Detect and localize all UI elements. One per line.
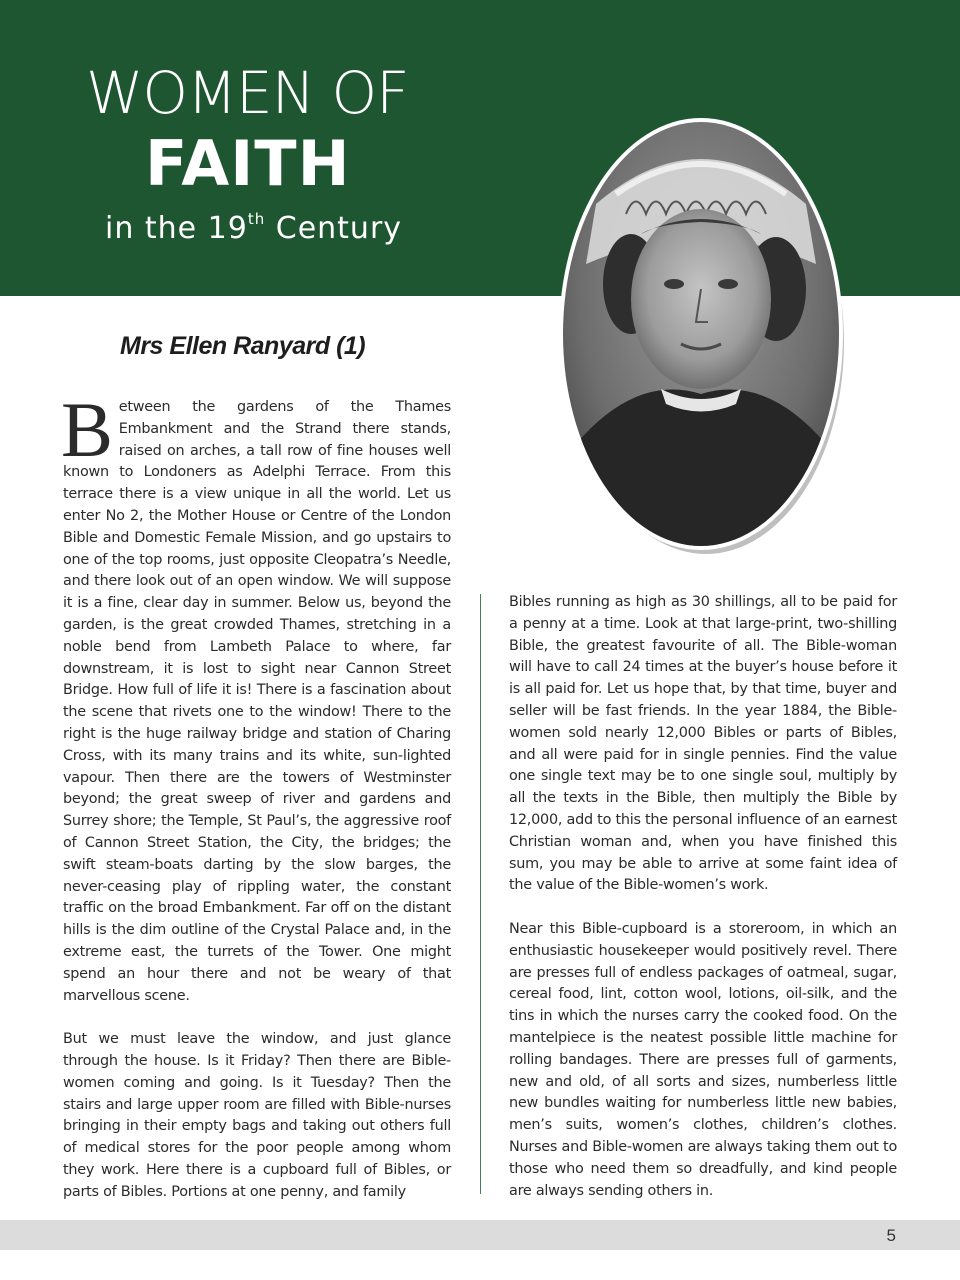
paragraph: Bibles running as high as 30 shillings, all to be paid for a penny at a time. Look at that large-print, two-shilling Bible, the greatest favourite of all. The Bible-woman will have to call 24 times at the buyer’s house before it is all paid for. Let us hope that, by that time, buyer and seller will be fast friends. In the year 1884, the Bible-women sold nearly 12,000 Bibles or parts of Bibles, and all were paid for in single pennies. Find the value one single text may be to one single soul, multiply by all the texts in the Bible, then multiply the Bible by 12,000, add to this the personal influence of an earnest Christian woman and, when you have finished this sum, you may be able to arrive at some faint idea of the value of the Bible-women’s work. [509, 594, 897, 894]
title-century-superscript: th [247, 210, 266, 228]
footer-bar [0, 1220, 960, 1250]
title-line-faith: FAITH [145, 127, 351, 200]
paragraph: Near this Bible-cupboard is a storeroom, in which an enthusiastic housekeeper would positively revel. There are presses full of endless packages of oatmeal, sugar, cereal food, lint, cotton wool, lotions, oil-silk, and the tins in which the nurses carry the cooked food. On the mantelpiece is the neatest possible little machine for rolling bandages. There are presses full of garments, new and old, of all sorts and sizes, numberless little new bundles waiting for numberless little new babies, men’s suits, women’s clothes, children’s clothes. Nurses and Bible-women are always taking them out to those who need them so dreadfully, and kind people are always sending others in. [509, 920, 897, 1199]
paragraph-text: etween the gardens of the Thames Embankment and the Strand there stands, raised on arches, a tall row of fine houses well known to Londoners as Adelphi Terrace. From this terrace there is a view unique in all the world. Let us enter No 2, the Mother House or Centre of the London Bible and Domestic Female Mission, and go upstairs to one of the top rooms, just opposite Cleopatra’s Needle, and there look out of an open window. We will suppose it is a fine, clear day in summer. Below us, beyond the garden, is the great crowded Thames, stretching in a noble bend from Lambeth Palace to where, far downstream, it is lost to sight near Cannon Street Bridge. How full of life it is! There is a fascination about the scene that rivets one to the window! There to the right is the huge railway bridge and station of Charing Cross, with its many trains and its white, sun-lighted vapour. Then there are the towers of Westminster beyond; the great sweep of river and gardens and Surrey shore; the Temple, St Paul’s, the aggressive roof of Cannon Street Station, the City, the bridges; the swift steam-boats darting by the slow barges, the never-ceasing play of rippling water, the constant traffic on the broad Embankment. Far off on the distant hills is the dim outline of the Crystal Palace and, in the extreme east, the turrets of the Tower. One might spend an hour there and not be weary of that marvellous scene. [63, 399, 451, 1004]
article-subtitle: Mrs Ellen Ranyard (1) [120, 332, 366, 360]
paragraph: But we must leave the window, and just glance through the house. Is it Friday? Then there are Bible-women coming and going. Is it Tuesday? Then the stairs and large upper room are filled with Bible-nurses bringing in their empty bags and taking out others full of medical stores for the poor people among whom they work. Here there is a cupboard full of Bibles, or parts of Bibles. Portions at one penny, and family [63, 1031, 451, 1200]
right-column [509, 592, 897, 1202]
left-column [61, 386, 451, 1203]
page-number: 5 [886, 1226, 896, 1245]
portrait-photo [556, 64, 846, 570]
title-century-prefix: in the 19 [105, 211, 248, 246]
title-century-suffix: Century [265, 211, 403, 246]
drop-cap: B [61, 386, 113, 473]
title-line-century [105, 209, 402, 249]
column-divider [480, 594, 481, 1194]
title-line-women-of: WOMEN OF [86, 59, 409, 127]
paragraph [61, 386, 451, 1007]
